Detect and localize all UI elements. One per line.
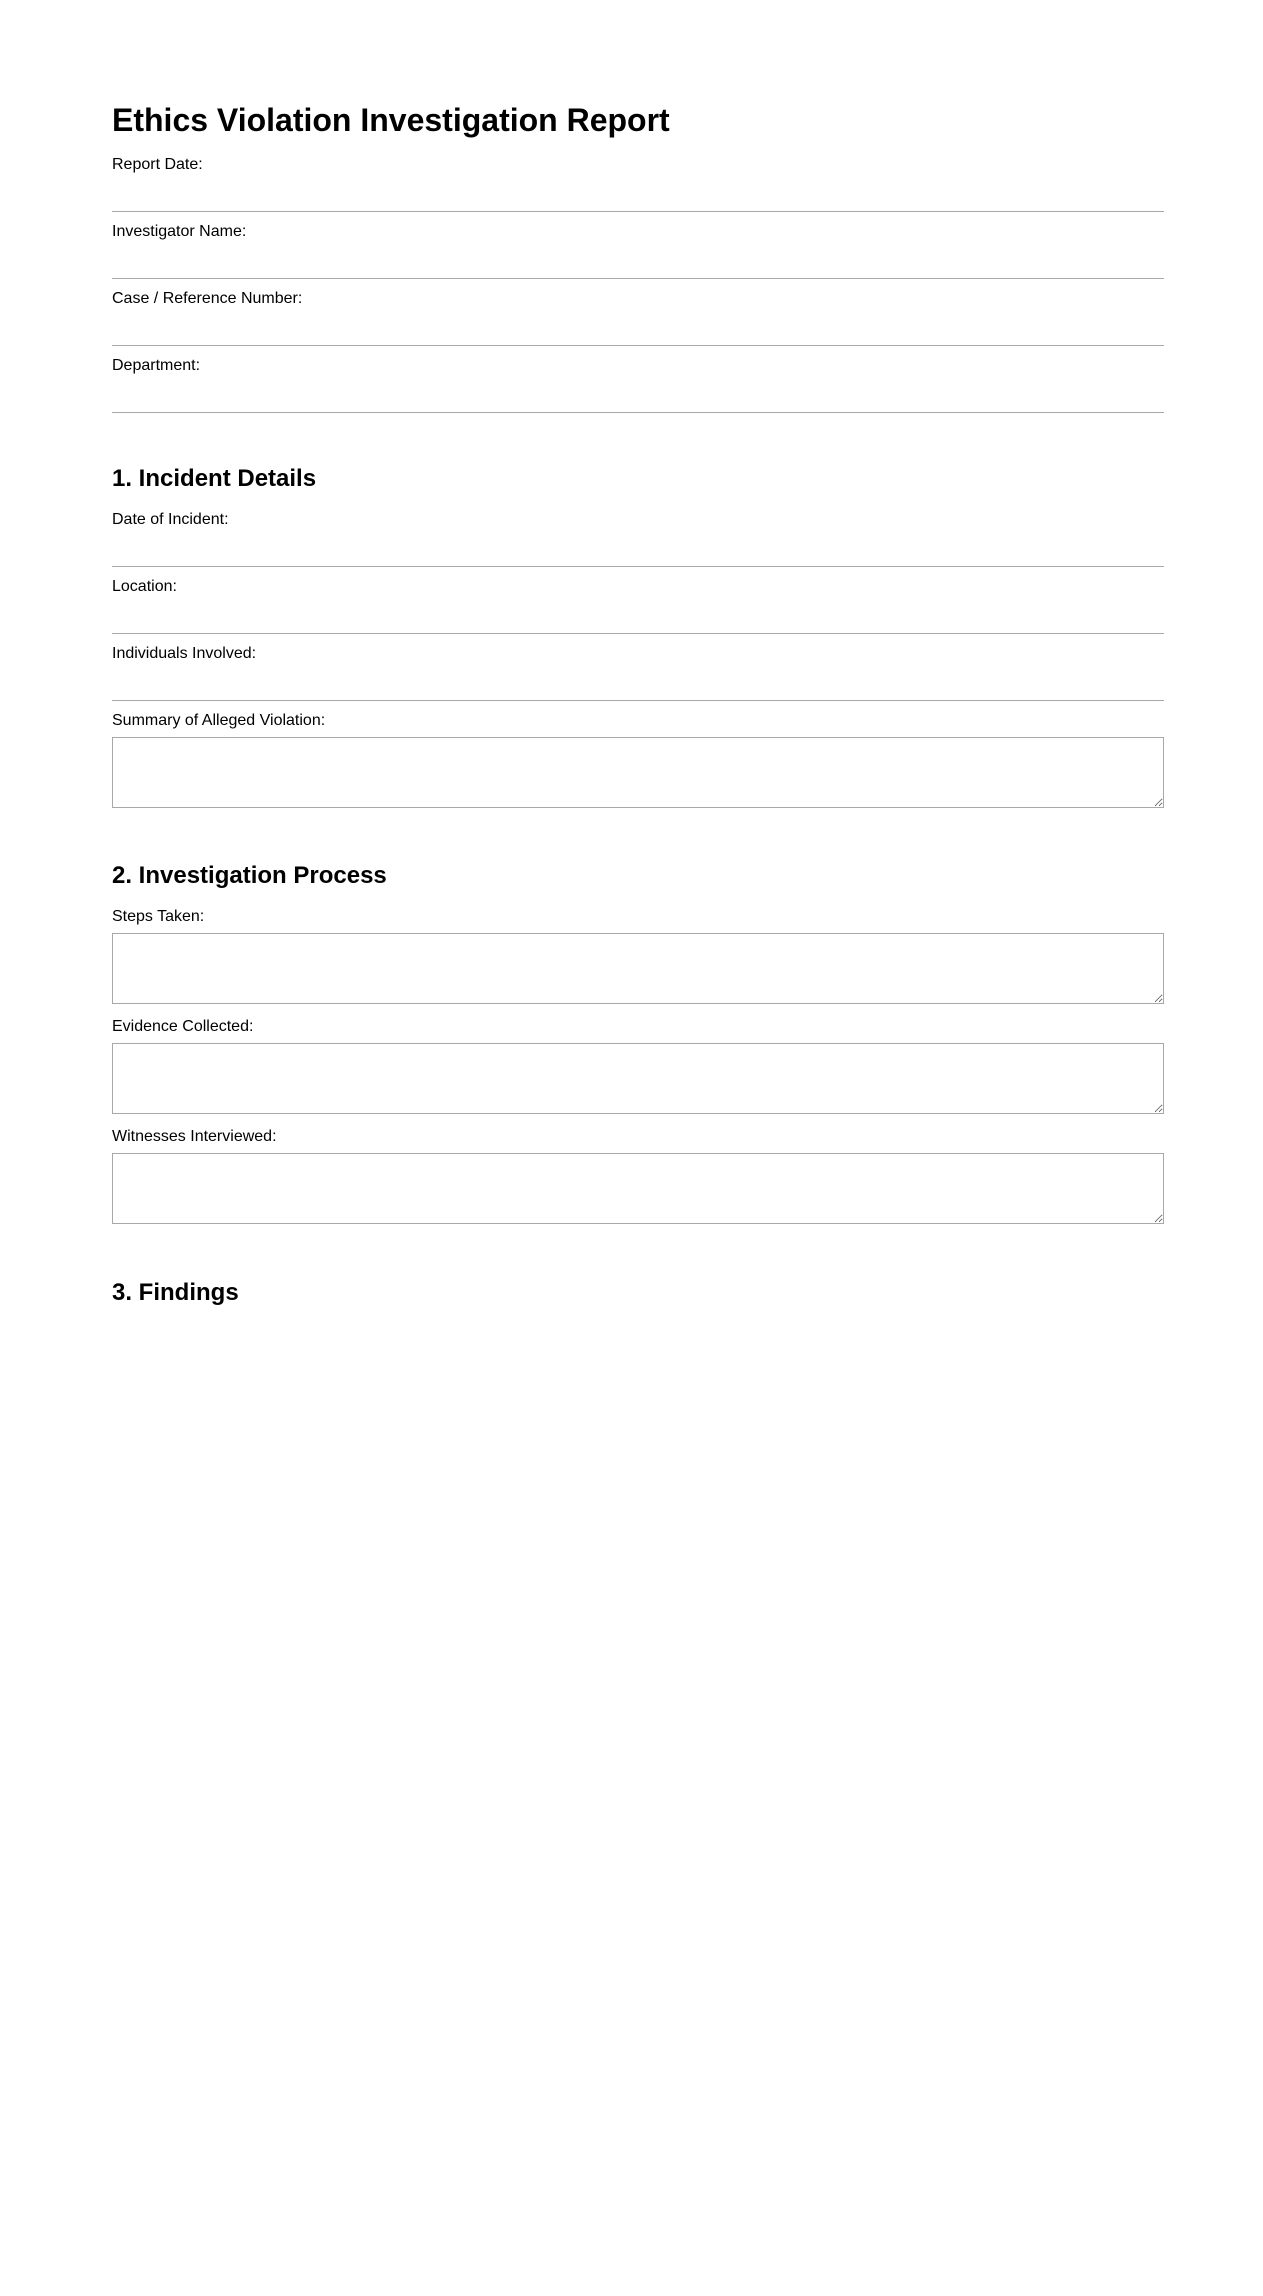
case-reference-number-input[interactable] [112,318,1164,346]
evidence-collected-label: Evidence Collected: [112,1018,254,1035]
location-label: Location: [112,578,177,595]
case-reference-number-field [112,289,1164,346]
summary-of-alleged-violation-field [112,711,1164,808]
report-date-input[interactable] [112,184,1164,212]
summary-of-alleged-violation-textarea[interactable] [112,737,1164,808]
summary-of-alleged-violation-label: Summary of Alleged Violation: [112,712,326,729]
findings-heading: 3. Findings [112,1279,239,1306]
department-label: Department: [112,357,201,374]
individuals-involved-label: Individuals Involved: [112,645,257,662]
page-title: Ethics Violation Investigation Report [112,102,670,138]
steps-taken-field [112,907,1164,1004]
witnesses-interviewed-field [112,1127,1164,1224]
evidence-collected-field [112,1017,1164,1114]
investigator-name-label: Investigator Name: [112,223,247,240]
date-of-incident-label: Date of Incident: [112,511,229,528]
location-field [112,577,1164,634]
individuals-involved-field [112,644,1164,701]
incident-details-heading: 1. Incident Details [112,465,317,492]
witnesses-interviewed-label: Witnesses Interviewed: [112,1128,277,1145]
date-of-incident-field [112,510,1164,567]
date-of-incident-input[interactable] [112,539,1164,567]
witnesses-interviewed-textarea[interactable] [112,1153,1164,1224]
case-reference-number-label: Case / Reference Number: [112,290,303,307]
investigator-name-field [112,222,1164,279]
steps-taken-textarea[interactable] [112,933,1164,1004]
individuals-involved-input[interactable] [112,673,1164,701]
investigation-process-heading: 2. Investigation Process [112,862,387,889]
report-date-field [112,155,1164,212]
steps-taken-label: Steps Taken: [112,908,205,925]
evidence-collected-textarea[interactable] [112,1043,1164,1114]
location-input[interactable] [112,606,1164,634]
investigator-name-input[interactable] [112,251,1164,279]
department-input[interactable] [112,385,1164,413]
department-field [112,356,1164,413]
report-date-label: Report Date: [112,156,203,173]
